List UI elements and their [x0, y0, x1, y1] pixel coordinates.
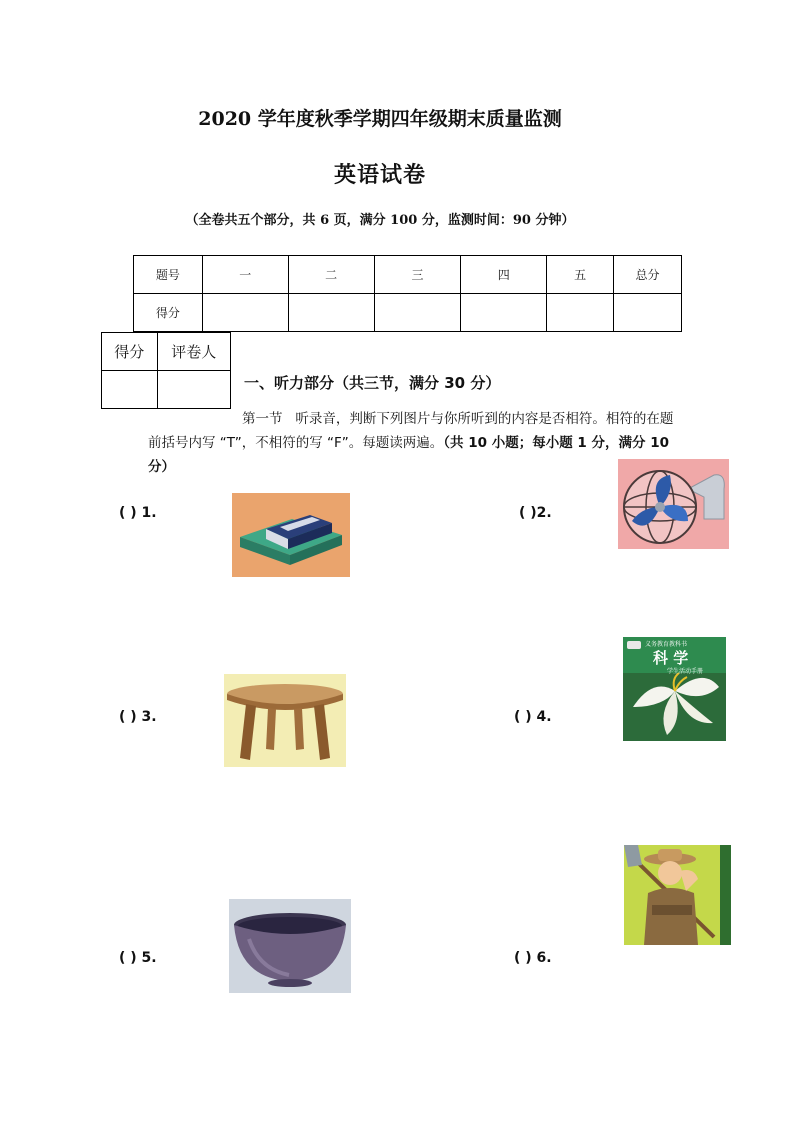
grader-name-cell[interactable]: [157, 371, 230, 409]
table-picture: [224, 674, 346, 767]
score-table-header-cell: 一: [202, 256, 288, 294]
question-4-label[interactable]: ( ) 4.: [514, 709, 552, 725]
score-table: [133, 255, 682, 332]
score-table-header-cell: 四: [461, 256, 547, 294]
instruction-paragraph: [148, 407, 678, 479]
score-table-header-cell: 总分: [614, 256, 682, 294]
book-series-text: 义务教育教科书: [645, 641, 688, 648]
exam-title: 2020 学年度秋季学期四年级期末质量监测: [198, 108, 562, 130]
instruction-text: 听录音，判断下列图片与你所听到的内容是否相符。相符的在题前括号内写 “T”，不相符的写 “F”。每题读两遍。: [148, 411, 674, 451]
grader-name-label: 评卷人: [157, 333, 230, 371]
score-table-score-row: [134, 294, 682, 332]
score-cell[interactable]: [374, 294, 461, 332]
question-5-label[interactable]: ( ) 5.: [119, 950, 157, 966]
eraser-icon: [232, 493, 350, 577]
section-heading: 一、听力部分（共三节，满分 30 分）: [244, 374, 501, 392]
score-table-header-cell: 题号: [134, 256, 203, 294]
score-table-header-cell: 五: [547, 256, 614, 294]
book-subtitle: 学生活动手册: [667, 668, 704, 675]
question-6-label[interactable]: ( ) 6.: [514, 950, 552, 966]
exam-note: （全卷共五个部分，共 6 页，满分 100 分，监测时间：90 分钟）: [185, 213, 575, 228]
farmer-icon: [624, 845, 731, 945]
question-2-label[interactable]: ( )2.: [519, 505, 552, 521]
grader-score-label: 得分: [102, 333, 158, 371]
instruction-bold: （共 10 小题；每小题 1 分，满分 10 分）: [148, 435, 669, 475]
table-icon: [224, 674, 346, 767]
score-table-header-row: [134, 256, 682, 294]
fan-icon: [618, 459, 729, 549]
question-1-label[interactable]: ( ) 1.: [119, 505, 157, 521]
bowl-picture: [229, 899, 351, 993]
exam-subject: 英语试卷: [333, 162, 426, 188]
eraser-picture: [232, 493, 350, 577]
science-book-picture: [623, 637, 726, 741]
score-cell[interactable]: [202, 294, 288, 332]
score-table-header-cell: 二: [288, 256, 374, 294]
part-label: 第一节: [242, 411, 283, 427]
question-3-label[interactable]: ( ) 3.: [119, 709, 157, 725]
grader-table: [101, 332, 231, 409]
score-cell[interactable]: [614, 294, 682, 332]
score-table-header-cell: 三: [374, 256, 461, 294]
bowl-icon: [229, 899, 351, 993]
score-cell[interactable]: [461, 294, 547, 332]
fan-picture: [618, 459, 729, 549]
farmer-picture: [624, 845, 731, 945]
score-cell[interactable]: [547, 294, 614, 332]
book-title: 科 学: [653, 649, 689, 667]
score-row-label: 得分: [134, 294, 203, 332]
grader-score-cell[interactable]: [102, 371, 158, 409]
score-cell[interactable]: [288, 294, 374, 332]
